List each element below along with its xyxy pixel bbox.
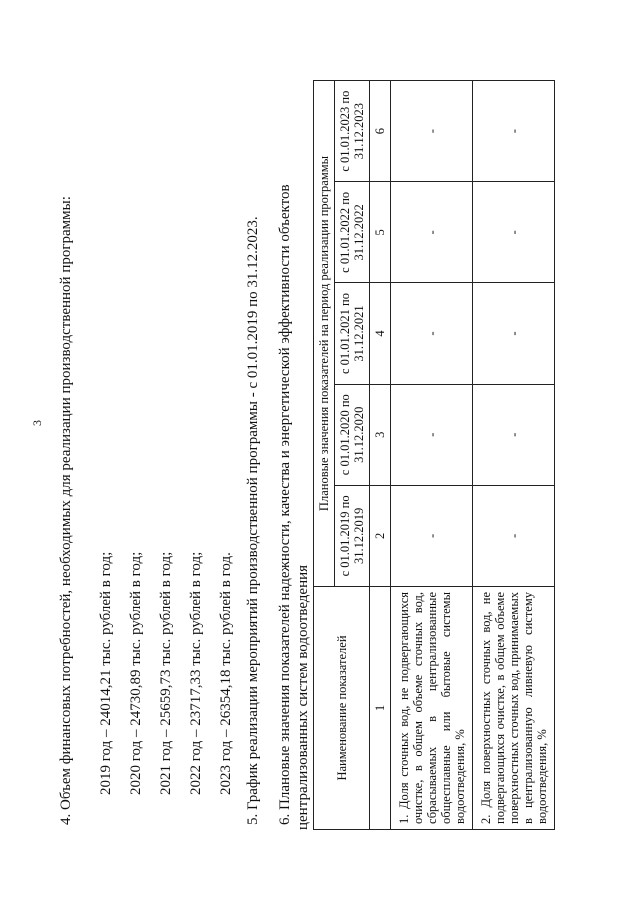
row-1-name: 1. Доля сточных вод, не подвергающихся очистке, в общем объеме сточных вод, сбрасываемых в централизованные общесплавные или бытовые системы водоотведения, %	[391, 587, 473, 830]
table-header-row	[314, 81, 335, 830]
finance-2020: 2020 год – 24730,89 тыс. рублей в год;	[128, 551, 144, 795]
period-2022: с 01.01.2022 по 31.12.2022	[335, 182, 370, 283]
row-1-value-2019: -	[391, 485, 473, 586]
column-number-row	[370, 81, 391, 830]
row-2-value-2022: -	[473, 182, 555, 283]
col-number-1: 1	[370, 587, 391, 830]
period-2020: с 01.01.2020 по 31.12.2020	[335, 384, 370, 485]
row-2-value-2020: -	[473, 384, 555, 485]
table-row	[391, 81, 473, 830]
rotated-page-content	[0, 45, 640, 905]
finance-2021: 2021 год – 25659,73 тыс. рублей в год;	[158, 551, 174, 795]
col-number-3: 3	[370, 384, 391, 485]
row-1-value-2020: -	[391, 384, 473, 485]
col-number-6: 6	[370, 81, 391, 182]
finance-2023: 2023 год – 26354,18 тыс. рублей в год.	[218, 552, 234, 795]
section-6-heading-line2: централизованных систем водоотведения	[295, 564, 311, 830]
row-2-value-2023: -	[473, 81, 555, 182]
period-2019: с 01.01.2019 по 31.12.2019	[335, 485, 370, 586]
col-name-header: Наименование показателей	[314, 587, 370, 830]
row-1-value-2022: -	[391, 182, 473, 283]
section-5-heading: 5. График реализации мероприятий производственной программы - с 01.01.2019 по 31.12.2023.	[245, 216, 261, 825]
group-header: Плановые значения показателей на период реализации программы	[314, 81, 335, 587]
row-1-value-2021: -	[391, 283, 473, 384]
finance-2022: 2022 год – 23717,33 тыс. рублей в год;	[188, 551, 204, 795]
section-4-heading: 4. Объем финансовых потребностей, необходимых для реализации производственной программы:	[58, 196, 74, 825]
row-2-value-2019: -	[473, 485, 555, 586]
table-row	[473, 81, 555, 830]
period-2023: с 01.01.2023 по 31.12.2023	[335, 81, 370, 182]
col-number-4: 4	[370, 283, 391, 384]
section-6-heading-line1: 6. Плановые значения показателей надежности, качества и энергетической эффективности объектов	[277, 184, 293, 825]
page-number: 3	[30, 420, 44, 426]
col-number-5: 5	[370, 182, 391, 283]
row-1-value-2023: -	[391, 81, 473, 182]
col-number-2: 2	[370, 485, 391, 586]
row-2-value-2021: -	[473, 283, 555, 384]
finance-2019: 2019 год – 24014,21 тыс. рублей в год;	[98, 551, 114, 795]
row-2-name: 2. Доля поверхностных сточных вод, не подвергающихся очистке, в общем объеме поверхностных сточных вод, принимаемых в централизованную ливневую систему водоотведения, %	[473, 587, 555, 830]
indicators-table	[313, 80, 555, 830]
period-2021: с 01.01.2021 по 31.12.2021	[335, 283, 370, 384]
